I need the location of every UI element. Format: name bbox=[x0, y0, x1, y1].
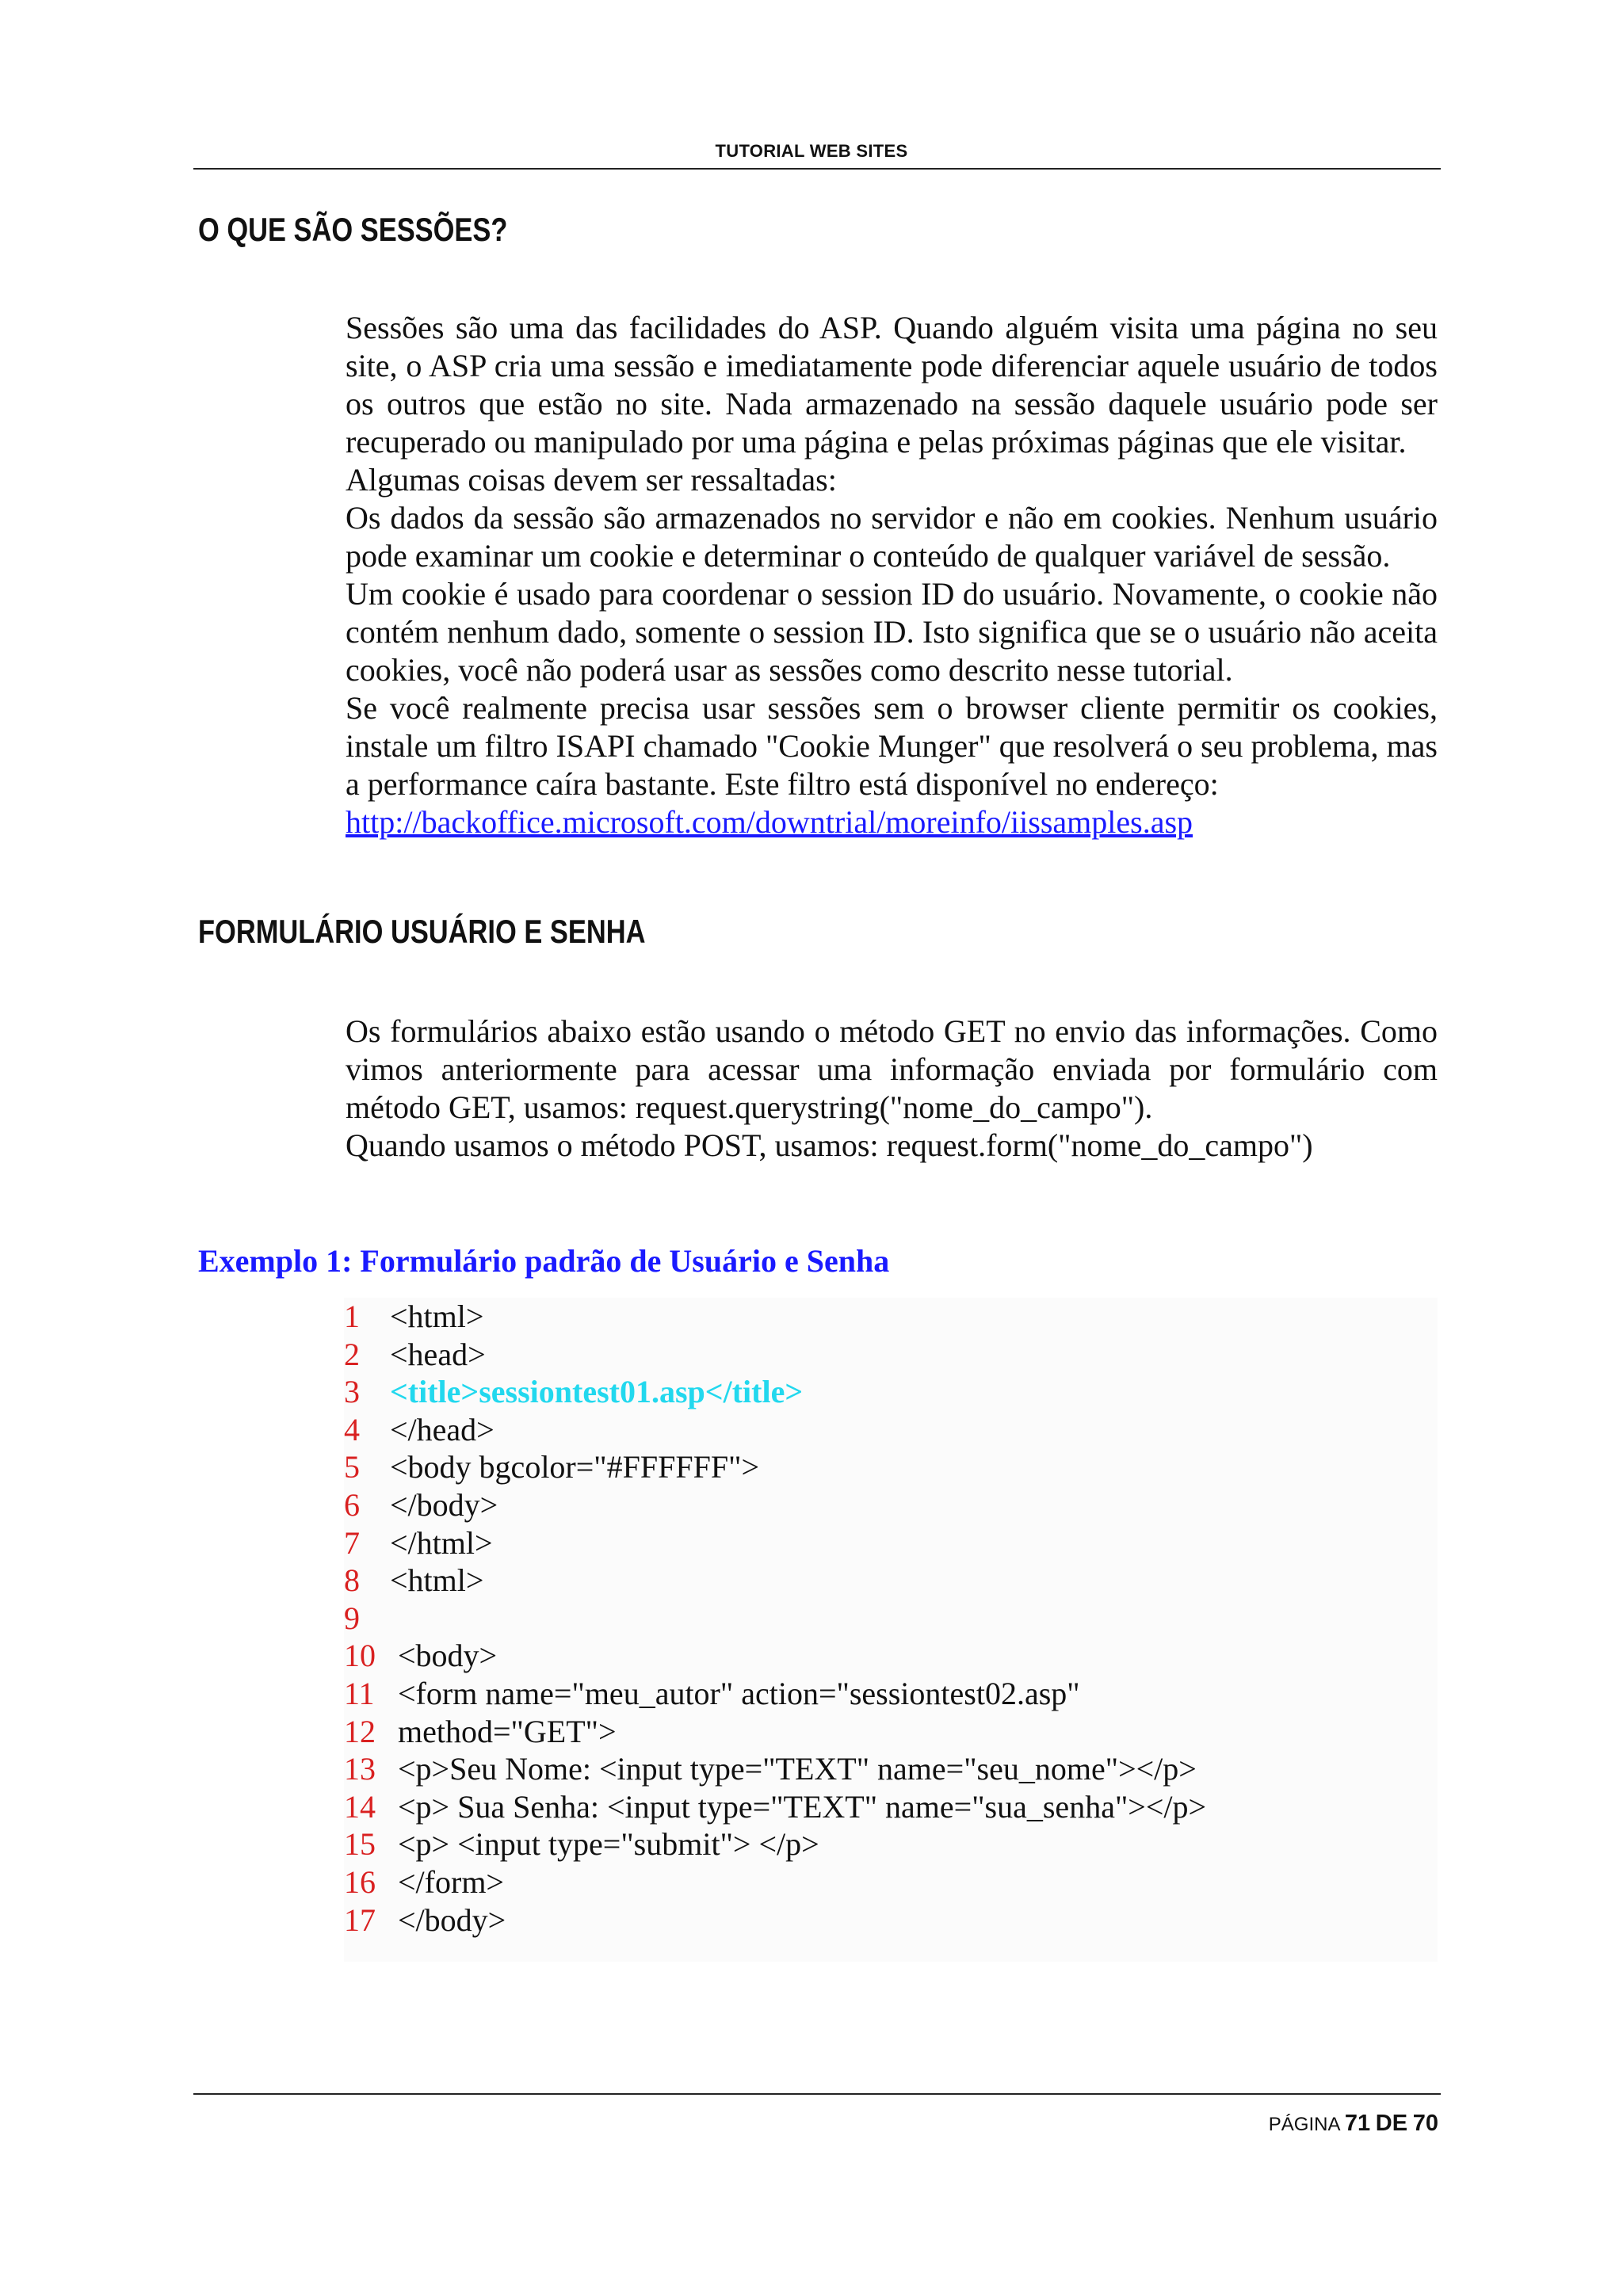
code-line bbox=[344, 1336, 486, 1374]
code-line bbox=[344, 1562, 483, 1600]
line-number: 5 bbox=[344, 1449, 360, 1486]
footer-page-label: PÁGINA bbox=[1268, 2114, 1340, 2135]
line-number: 3 bbox=[344, 1374, 360, 1410]
line-number: 15 bbox=[344, 1826, 376, 1863]
code-text: </body> bbox=[390, 1487, 498, 1523]
form-body bbox=[346, 1013, 1438, 1165]
paragraph: Os dados da sessão são armazenados no servidor e não em cookies. Nenhum usuário pode examinar um cookie e determinar o conteúdo de qualquer variável de sessão. bbox=[346, 500, 1438, 574]
code-line bbox=[344, 1637, 497, 1675]
footer-page-number: 71 bbox=[1344, 2111, 1371, 2136]
code-line bbox=[344, 1713, 617, 1751]
code-text: <body bgcolor="#FFFFFF"> bbox=[390, 1449, 759, 1486]
line-number: 11 bbox=[344, 1676, 375, 1711]
page-footer bbox=[1269, 2111, 1438, 2137]
footer-total-pages: 70 bbox=[1412, 2111, 1438, 2136]
line-number: 2 bbox=[344, 1336, 360, 1372]
page-header-title: TUTORIAL WEB SITES bbox=[715, 141, 908, 161]
paragraph: Um cookie é usado para coordenar o session ID do usuário. Novamente, o cookie não contém nenhum dado, somente o session ID. Isto significa que se o usuário não aceita cookies, você não poderá usar as sessões como descrito nesse tutorial. bbox=[346, 576, 1438, 688]
line-number: 10 bbox=[344, 1638, 376, 1674]
paragraph: Quando usamos o método POST, usamos: request.form("nome_do_campo") bbox=[346, 1127, 1313, 1163]
code-text: <p>Seu Nome: <input type="TEXT" name="seu_nome"></p> bbox=[398, 1751, 1197, 1787]
code-text: </head> bbox=[390, 1411, 495, 1447]
section-heading-sessions: O QUE SÃO SESSÕES? bbox=[198, 211, 508, 248]
line-number: 12 bbox=[344, 1713, 376, 1749]
line-number: 16 bbox=[344, 1864, 376, 1900]
code-text: <html> bbox=[390, 1562, 484, 1599]
code-line bbox=[344, 1675, 1080, 1713]
line-number: 14 bbox=[344, 1788, 376, 1825]
code-line bbox=[344, 1600, 390, 1638]
code-text: <p> <input type="submit"> </p> bbox=[398, 1826, 819, 1863]
line-number: 1 bbox=[344, 1299, 360, 1334]
code-text: </form> bbox=[398, 1864, 504, 1900]
paragraph: Sessões são uma das facilidades do ASP. Quando alguém visita uma página no seu site, o ASP cria uma sessão e imediatamente pode diferenciar aquele usuário de todos os outros que estão no site. Nada armazenado na sessão daquele usuário pode ser recuperado ou manipulado por uma página e pelas próximas páginas que ele visitar. bbox=[346, 310, 1438, 460]
line-number: 8 bbox=[344, 1562, 360, 1599]
line-number: 9 bbox=[344, 1600, 360, 1636]
code-text: <form name="meu_autor" action="sessiontest02.asp" bbox=[398, 1676, 1080, 1711]
code-text: <p> Sua Senha: <input type="TEXT" name="sua_senha"></p> bbox=[398, 1788, 1207, 1825]
line-number: 4 bbox=[344, 1411, 360, 1447]
code-text: </html> bbox=[390, 1524, 493, 1561]
code-text: <body> bbox=[398, 1638, 498, 1674]
code-line bbox=[344, 1788, 1206, 1826]
paragraph bbox=[346, 803, 1438, 841]
example-title: Exemplo 1: Formulário padrão de Usuário e Senha bbox=[198, 1243, 890, 1279]
code-line bbox=[344, 1448, 759, 1486]
code-line bbox=[344, 1298, 483, 1336]
footer-of-label: DE bbox=[1375, 2111, 1408, 2136]
code-text: <html> bbox=[390, 1299, 484, 1334]
iissamples-link[interactable]: http://backoffice.microsoft.com/downtrial/moreinfo/iissamples.asp bbox=[346, 804, 1193, 840]
line-number: 17 bbox=[344, 1901, 376, 1938]
code-line bbox=[344, 1486, 498, 1524]
code-text: <title>sessiontest01.asp</title> bbox=[390, 1374, 804, 1410]
code-line bbox=[344, 1825, 819, 1863]
line-number: 13 bbox=[344, 1751, 376, 1787]
code-line bbox=[344, 1411, 495, 1449]
paragraph: Se você realmente precisa usar sessões sem o browser cliente permitir os cookies, instale um filtro ISAPI chamado "Cookie Munger" que resolverá o seu problema, mas a performance caíra bastante. Este filtro está disponível no endereço: bbox=[346, 690, 1438, 802]
code-line bbox=[344, 1373, 803, 1411]
code-line bbox=[344, 1524, 493, 1562]
code-text: <head> bbox=[390, 1336, 486, 1372]
code-block bbox=[344, 1298, 1438, 1962]
code-line bbox=[344, 1750, 1197, 1788]
line-number: 7 bbox=[344, 1524, 360, 1561]
code-line bbox=[344, 1901, 506, 1939]
code-line bbox=[344, 1863, 504, 1901]
paragraph: Os formulários abaixo estão usando o método GET no envio das informações. Como vimos anteriormente para acessar uma informação enviada por formulário com método GET, usamos: request.querystring("nome_do_campo"). bbox=[346, 1013, 1438, 1125]
sessions-body bbox=[346, 309, 1438, 841]
header-rule bbox=[193, 168, 1441, 170]
code-text: </body> bbox=[398, 1901, 506, 1938]
paragraph: Algumas coisas devem ser ressaltadas: bbox=[346, 462, 837, 498]
code-text: method="GET"> bbox=[398, 1713, 617, 1749]
section-heading-form: FORMULÁRIO USUÁRIO E SENHA bbox=[198, 913, 646, 950]
line-number: 6 bbox=[344, 1487, 360, 1523]
footer-rule bbox=[193, 2093, 1441, 2095]
